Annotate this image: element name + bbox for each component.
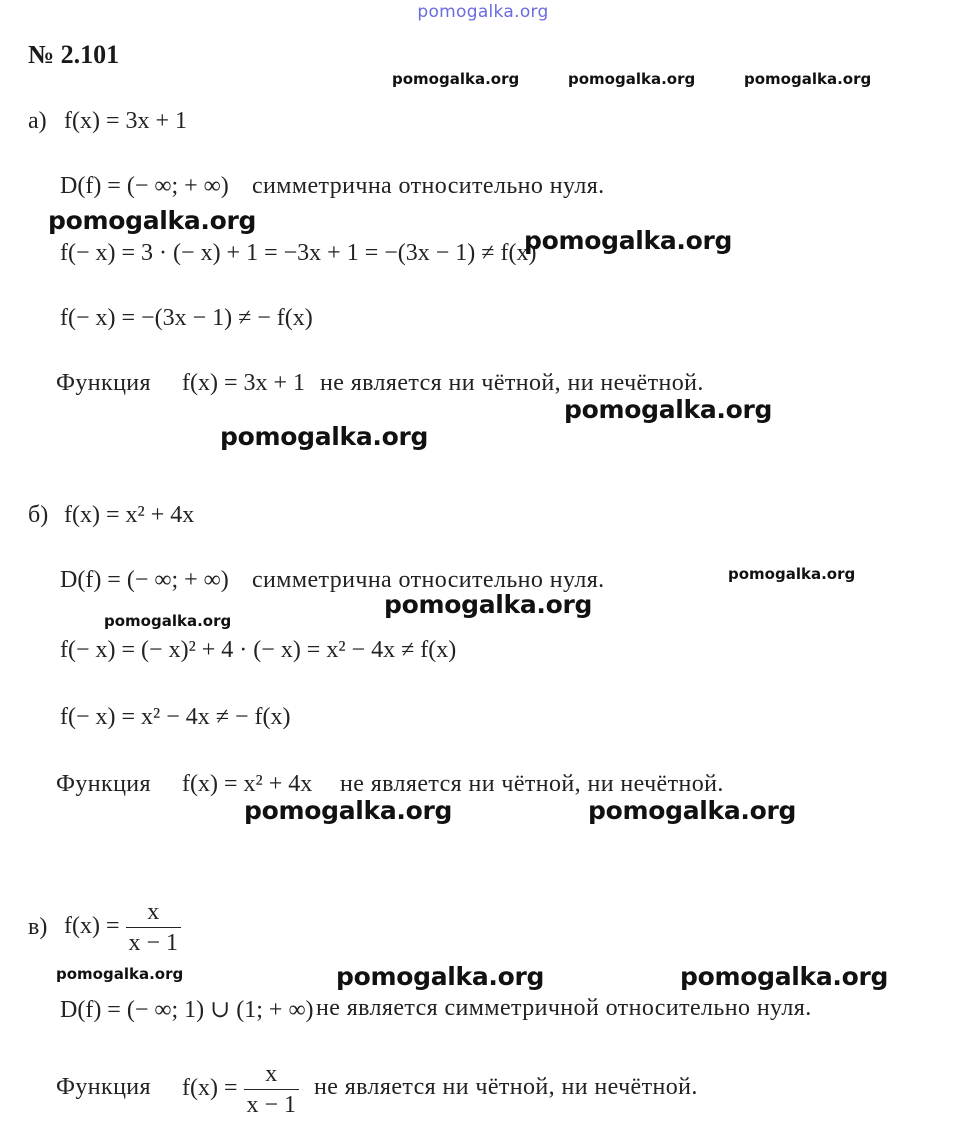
watermark: pomogalka.org — [564, 395, 773, 424]
watermark: pomogalka.org — [336, 962, 545, 991]
part-a-conclusion-function: f(x) = 3x + 1 — [182, 370, 306, 396]
part-v-denominator: x − 1 — [126, 927, 182, 955]
watermark: pomogalka.org — [244, 796, 453, 825]
part-v-numerator: x — [147, 899, 160, 925]
part-v-domain: D(f) = (− ∞; 1) ∪ (1; + ∞) — [60, 997, 314, 1023]
watermark: pomogalka.org — [568, 70, 696, 88]
watermark: pomogalka.org — [104, 612, 232, 630]
part-v-conclusion-start: Функция — [56, 1074, 151, 1100]
part-a-line1: f(− x) = 3 · (− x) + 1 = −3x + 1 = −(3x − 1) ≠ f(x) — [60, 240, 537, 266]
part-a-conclusion-start: Функция — [56, 370, 151, 396]
part-v-function-lhs: f(x) = — [64, 913, 120, 940]
part-a-conclusion-end: не является ни чётной, ни нечётной. — [320, 370, 704, 396]
part-v-conclusion-lhs: f(x) = — [182, 1075, 238, 1102]
part-b-function: f(x) = x² + 4x — [64, 502, 195, 528]
part-v-domain-text: не является симметричной относительно нуля. — [316, 995, 812, 1021]
watermark: pomogalka.org — [728, 565, 856, 583]
part-v-conclusion-function — [182, 1062, 299, 1117]
part-b-line2: f(− x) = x² − 4x ≠ − f(x) — [60, 704, 291, 730]
part-b-domain: D(f) = (− ∞; + ∞) — [60, 567, 229, 593]
watermark: pomogalka.org — [220, 422, 429, 451]
watermark: pomogalka.org — [48, 206, 257, 235]
part-a-label: а) — [28, 108, 47, 134]
part-v-fraction — [126, 900, 182, 955]
watermark: pomogalka.org — [392, 70, 520, 88]
watermark: pomogalka.org — [744, 70, 872, 88]
watermark: pomogalka.org — [588, 796, 797, 825]
part-b-conclusion-start: Функция — [56, 771, 151, 797]
watermark: pomogalka.org — [56, 965, 184, 983]
part-v-function — [64, 900, 181, 955]
part-v-conclusion-fraction — [244, 1062, 300, 1117]
part-a-function: f(x) = 3x + 1 — [64, 108, 188, 134]
part-v-conclusion-numerator: x — [265, 1061, 278, 1087]
part-a-line2: f(− x) = −(3x − 1) ≠ − f(x) — [60, 305, 313, 331]
part-b-domain-text: симметрична относительно нуля. — [252, 567, 605, 593]
problem-number: № 2.101 — [28, 40, 120, 69]
part-v-label: в) — [28, 914, 48, 940]
watermark: pomogalka.org — [524, 226, 733, 255]
part-v-conclusion-denominator: x − 1 — [244, 1089, 300, 1117]
part-b-conclusion-function: f(x) = x² + 4x — [182, 771, 313, 797]
site-header-link[interactable]: pomogalka.org — [417, 2, 549, 22]
part-b-label: б) — [28, 502, 49, 528]
part-a-domain: D(f) = (− ∞; + ∞) — [60, 173, 229, 199]
part-b-conclusion-end: не является ни чётной, ни нечётной. — [340, 771, 724, 797]
watermark: pomogalka.org — [384, 590, 593, 619]
part-b-line1: f(− x) = (− x)² + 4 · (− x) = x² − 4x ≠ f(x) — [60, 637, 457, 663]
watermark: pomogalka.org — [680, 962, 889, 991]
part-a-domain-text: симметрична относительно нуля. — [252, 173, 605, 199]
part-v-conclusion-end: не является ни чётной, ни нечётной. — [314, 1074, 698, 1100]
